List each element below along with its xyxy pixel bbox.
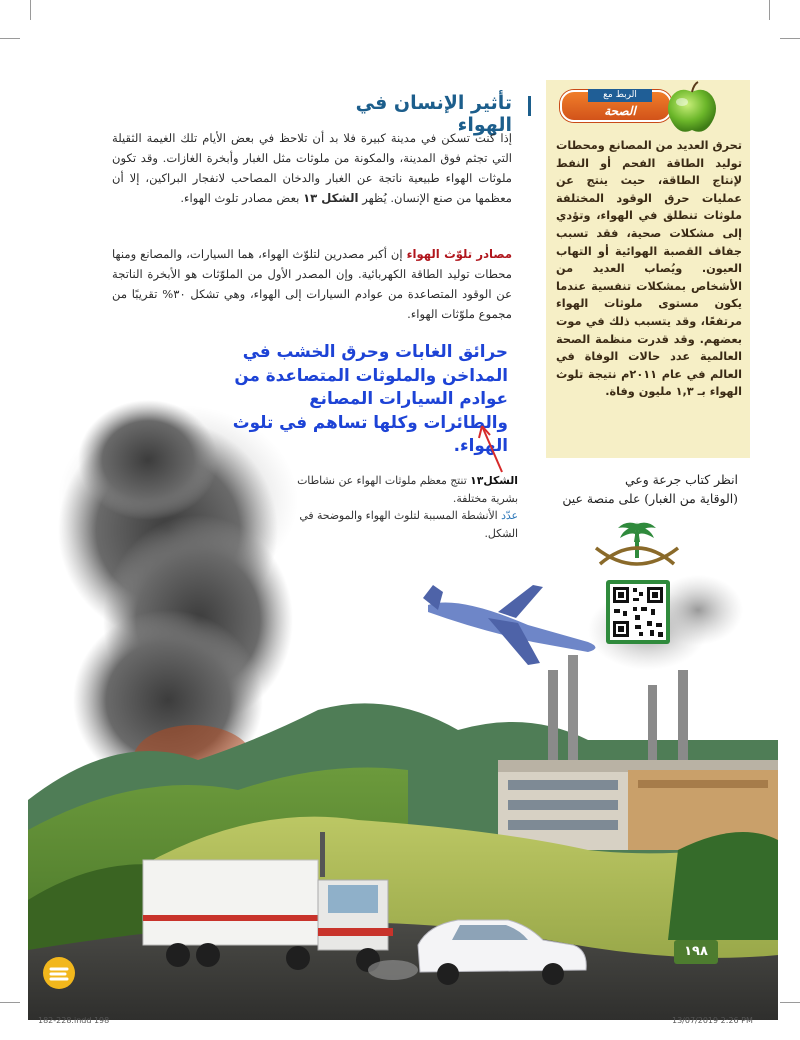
airplane [423,585,596,665]
crop-mark [780,1002,800,1003]
publisher-logo-icon [42,956,76,990]
book-reference [548,470,738,508]
badge-main-label: الصحة [604,104,636,118]
pollution-sources-text: إن أكبر مصدرين لتلوّث الهواء، هما السيارات، والمصانع ومنها محطات توليد الطاقة الكهربائية. وإن المصدر الأول من الملوّثات هو الأبخرة الناتجة عن الوقود المتصاعدة من عوادم السيارات إلى الهواء، وهي تشكل ٣٠% تقريبًا من مجموع ملوّثات الهواء. [112,247,512,321]
footer-timestamp: 13/07/2019 2:26 PM [672,1016,753,1025]
sidebar-text: تحرق العديد من المصانع ومحطات توليد الطاقة الفحم أو النفط لإنتاج الطاقة، حيث ينتج عن عمليات حرق الوقود المختلفة ملوثات تنطلق في الهواء، وتؤدي إلى مشكلات صحية، فقد تسبب جفاف القصبة الهوائية أو التهاب العيون. ويُصاب العديد من الأشخاص بمشكلات تنفسية عندما يكون مستوى ملوثات الهواء مرتفعًا، وقد يتسبب ذلك في موت بعضهم. وقد قدرت منظمة الصحة العالمية عدد حالات الوفاة في العالم في عام ٢٠١١م نتيجة تلوث الهواء بـ ١,٣ مليون وفاة. [556,139,742,399]
intro-text: إذا كنت تسكن في مدينة كبيرة فلا بد أن تلاحظ في بعض الأيام تلك الغيمة الثقيلة التي تجثم فوق المدينة، والمكونة من ملوثات مثل الغبار وأبخرة الغازات. وقد تكون ملوثات الهواء طبيعية ناتجة عن الغبار والدخان المصاحب لانفجار البراكين، إلا أن معظمها من صنع الإنسان. يُظهر [112,131,512,205]
badge-top-label: الربط مع [588,89,652,102]
annotation-line: والطائرات وكلها تساهم في تلوث [232,411,508,432]
crop-mark [0,38,20,39]
crop-mark [780,38,800,39]
page-number: ١٩٨ [674,940,718,964]
caption-text: تنتج معظم ملوثات الهواء عن نشاطات بشرية مختلفة. [297,474,518,505]
keyword-heading: مصادر تلوّث الهواء [406,247,512,261]
figure-reference: الشكل ١٣ [303,191,359,205]
annotation-line: حرائق الغابات وحرق الخشب في [242,341,508,361]
crop-mark [30,0,31,20]
apple-icon [660,80,724,138]
caption-instruction: الأنشطة المسببة لتلوث الهواء والموضحة في الشكل. [299,509,518,540]
book-reference-line2: (الوقاية من الغبار) على منصة عين [562,491,738,506]
annotation-line: الهواء. [453,435,508,455]
annotation-line: المداخن والملوثات المتصاعدة من [234,364,508,385]
figure-label: الشكل١٣ [470,474,518,487]
trees [668,832,778,940]
title-accent-rule [528,96,531,116]
caption-instruction-verb: عدّد [501,509,518,522]
palm-swords-emblem-icon [588,518,686,576]
handwritten-annotation [186,340,508,458]
intro-paragraph [112,128,512,208]
intro-text-end: بعض مصادر تلوث الهواء. [180,191,300,205]
crop-mark [0,1002,20,1003]
pollution-sources-paragraph [112,244,512,324]
book-reference-line1: انظر كتاب جرعة وعي [624,472,738,487]
crop-mark [769,0,770,20]
annotation-line: عوادم السيارات المصانع [309,388,508,408]
forest-fire-smoke [58,400,298,795]
page-title: تأثير الإنسان في الهواء [355,92,512,136]
annotation-arrow-icon [474,418,508,476]
footer-file-name: 182-228.indd 198 [38,1016,110,1025]
figure-caption [296,472,518,542]
qr-code[interactable] [606,580,670,644]
